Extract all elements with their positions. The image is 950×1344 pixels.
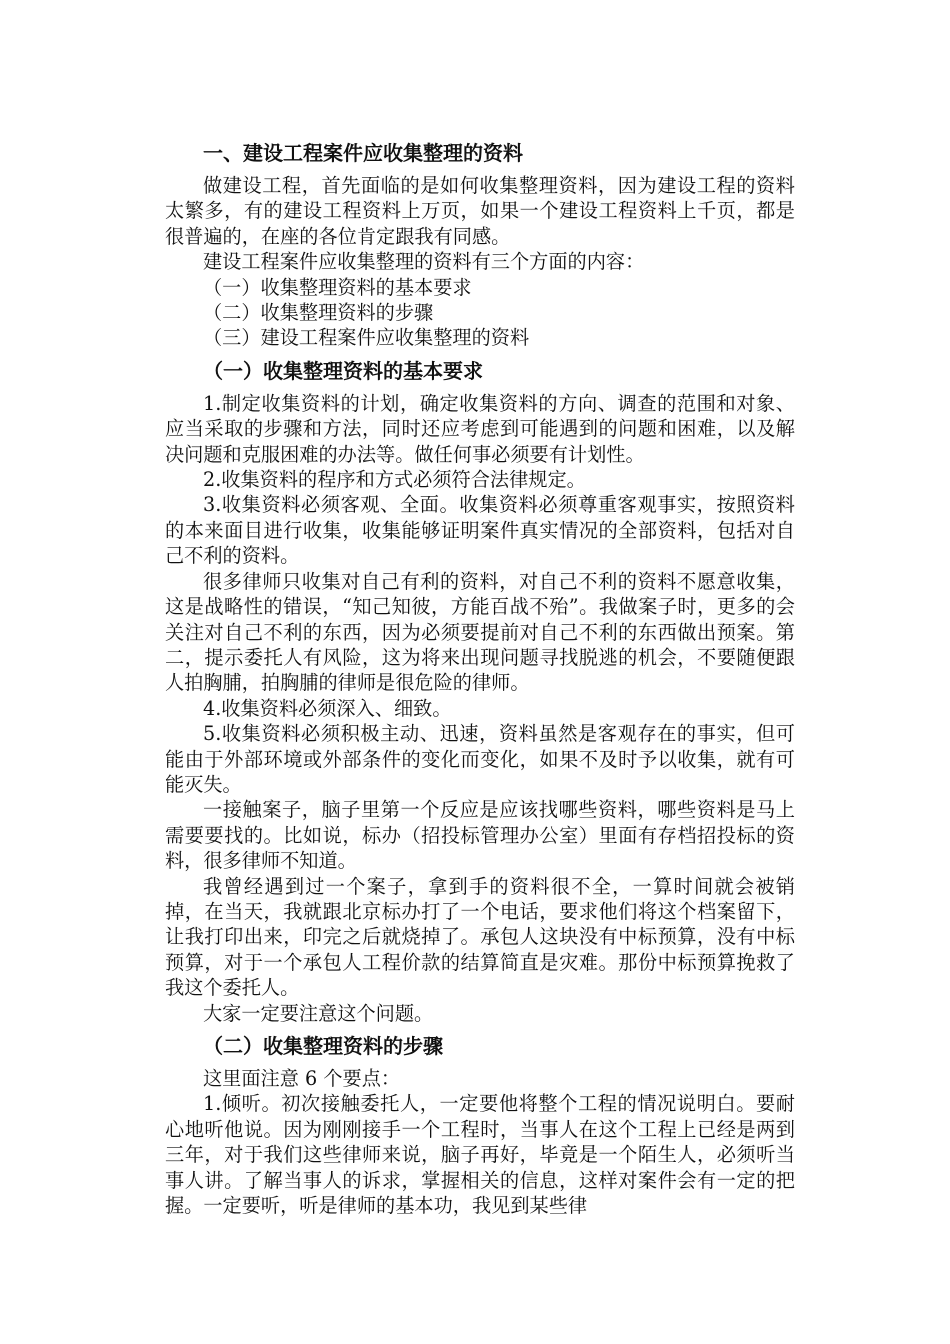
document-page xyxy=(165,135,795,1218)
body-paragraph: 2.收集资料的程序和方式必须符合法律规定。 xyxy=(203,468,586,492)
body-paragraph: 4.收集资料必须深入、细致。 xyxy=(203,696,452,720)
toc-item: （一）收集整理资料的基本要求 xyxy=(203,275,472,299)
toc-item: （三）建设工程案件应收集整理的资料 xyxy=(203,326,530,350)
main-heading: 一、建设工程案件应收集整理的资料 xyxy=(203,141,523,165)
body-paragraph: 5.收集资料必须积极主动、迅速，资料虽然是客观存在的事实，但可能由于外部环境或外部条件的变化而变化，如果不及时予以收集，就有可能灭失。 xyxy=(165,722,795,796)
intro-paragraph: 建设工程案件应收集整理的资料有三个方面的内容： xyxy=(203,250,645,274)
body-paragraph: 1.制定收集资料的计划，确定收集资料的方向、调查的范围和对象、应当采取的步骤和方法，同时还应考虑到可能遇到的问题和困难，以及解决问题和克服困难的办法等。做任何事必须要有计划性。 xyxy=(165,391,795,466)
body-paragraph: 3.收集资料必须客观、全面。收集资料必须尊重客观事实，按照资料的本来面目进行收集，收集能够证明案件真实情况的全部资料，包括对自己不利的资料。 xyxy=(165,493,795,568)
body-paragraph: 这里面注意 6 个要点： xyxy=(203,1067,401,1090)
section-heading: （一）收集整理资料的基本要求 xyxy=(203,358,483,383)
section-heading: （二）收集整理资料的步骤 xyxy=(203,1034,443,1058)
intro-paragraph: 做建设工程，首先面临的是如何收集整理资料，因为建设工程的资料太繁多，有的建设工程资料上万页，如果一个建设工程资料上千页，都是很普遍的，在座的各位肯定跟我有同感。 xyxy=(165,174,795,248)
body-paragraph: 一接触案子，脑子里第一个反应是应该找哪些资料，哪些资料是马上需要要找的。比如说，标办（招投标管理办公室）里面有存档招投标的资料，很多律师不知道。 xyxy=(165,798,795,873)
body-paragraph: 我曾经遇到过一个案子，拿到手的资料很不全，一算时间就会被销掉，在当天，我就跟北京标办打了一个电话，要求他们将这个档案留下，让我打印出来，印完之后就烧掉了。承包人这块没有中标预算，没有中标预算，对于一个承包人工程价款的结算简直是灾难。那份中标预算挽救了我这个委托人。 xyxy=(165,874,795,1000)
toc-item: （二）收集整理资料的步骤 xyxy=(203,301,434,325)
body-paragraph: 1.倾听。初次接触委托人，一定要他将整个工程的情况说明白。要耐心地听他说。因为刚刚接手一个工程时，当事人在这个工程上已经是两到三年，对于我们这些律师来说，脑子再好，毕竟是一个陌生人，必须听当事人讲。了解当事人的诉求，掌握相关的信息，这样对案件会有一定的把握。一定要听，听是律师的基本功，我见到某些律 xyxy=(165,1092,795,1218)
body-paragraph: 大家一定要注意这个问题。 xyxy=(203,1001,434,1025)
body-paragraph: 很多律师只收集对自己有利的资料，对自己不利的资料不愿意收集，这是战略性的错误，“知己知彼，方能百战不殆”。我做案子时，更多的会关注对自己不利的东西，因为必须要提前对自己不利的东西做出预案。第二，提示委托人有风险，这为将来出现问题寻找脱逃的机会，不要随便跟人拍胸脯，拍胸脯的律师是很危险的律师。 xyxy=(165,569,795,695)
